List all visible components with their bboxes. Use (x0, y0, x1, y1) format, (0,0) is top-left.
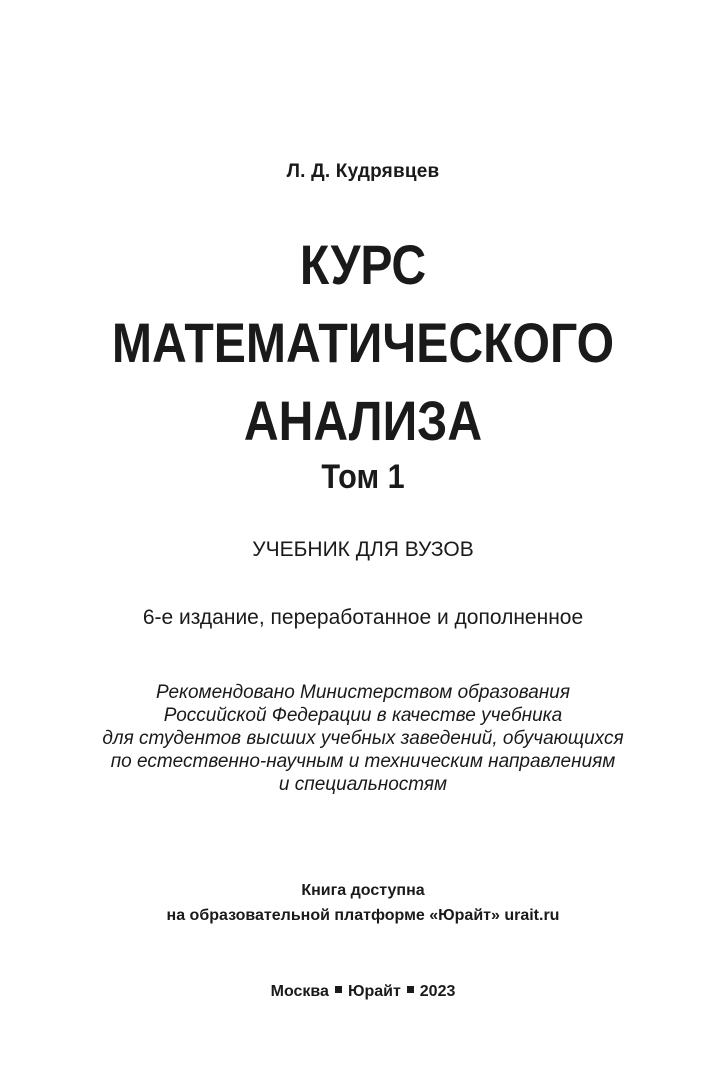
textbook-type: УЧЕБНИК ДЛЯ ВУЗОВ (252, 538, 474, 561)
imprint-year: 2023 (419, 983, 456, 1000)
imprint-line (0, 983, 726, 1001)
recommendation-block (0, 681, 726, 796)
imprint-city: Москва (270, 983, 329, 1000)
recommendation-line: по естественно-научным и техническим направлениям (110, 751, 616, 772)
book-title-line-2: МАТЕМАТИЧЕСКОГО (111, 311, 615, 374)
recommendation-line: Российской Федерации в качестве учебника (163, 705, 563, 726)
author-name: Л. Д. Кудрявцев (286, 161, 440, 182)
platform-line: Книга доступна (301, 882, 425, 899)
book-title-line-3: АНАЛИЗА (243, 389, 483, 452)
edition-note: 6-е издание, переработанное и дополненное (142, 606, 584, 629)
recommendation-line: Рекомендовано Министерством образования (155, 682, 571, 703)
book-title-line-1: КУРС (299, 233, 427, 296)
square-bullet-separator (335, 986, 342, 993)
imprint-publisher: Юрайт (347, 983, 401, 1000)
platform-availability (0, 878, 726, 928)
recommendation-line: для студентов высших учебных заведений, обучающихся (102, 728, 624, 749)
recommendation-line: и специальностям (278, 774, 448, 795)
square-bullet-separator (407, 986, 414, 993)
volume-label: Том 1 (321, 458, 405, 496)
platform-line: на образовательной платформе «Юрайт» urait.ru (166, 907, 560, 924)
